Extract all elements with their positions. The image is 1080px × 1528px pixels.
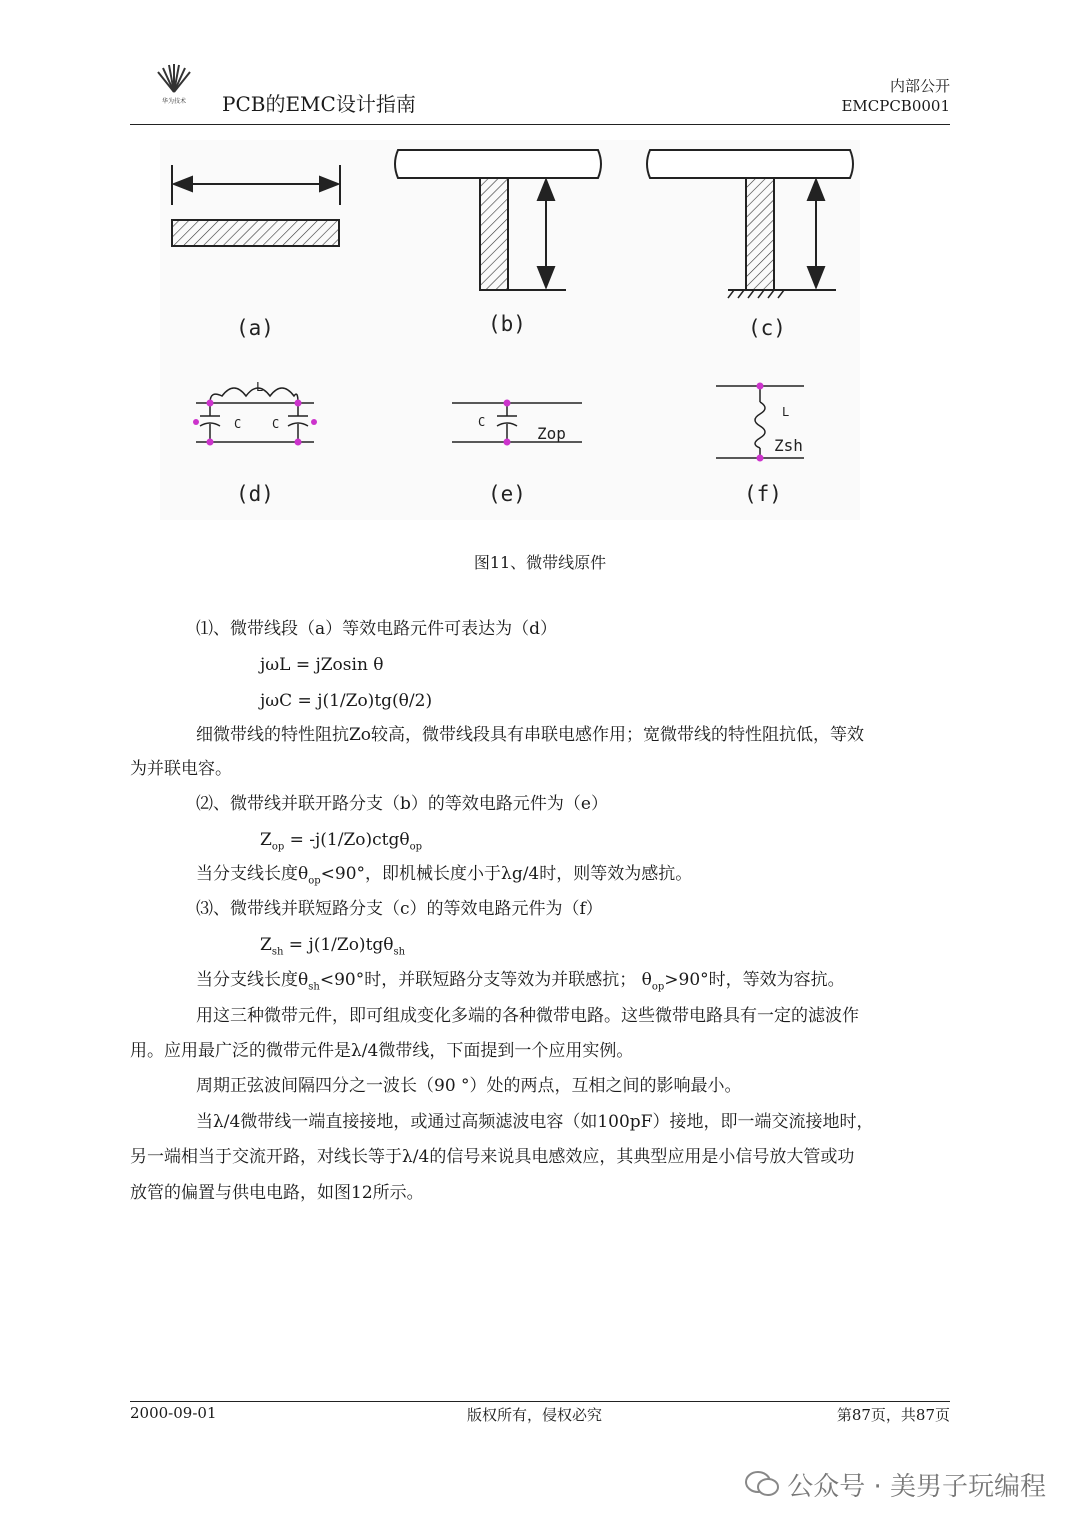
label-e-c: C (478, 415, 486, 429)
p4-a: 当分支线长度θ (196, 864, 309, 884)
equation-1: jωL = jZosin θ (260, 655, 384, 675)
p6-sub: sh (308, 981, 320, 993)
footer-copyright: 版权所有，侵权必究 (467, 1406, 603, 1424)
paragraph-3: ⑵、微带线并联开路分支（b）的等效电路元件为（e） (196, 794, 608, 814)
paragraph-7-line-1: 用这三种微带元件，即可组成变化多端的各种微带电路。这些微带电路具有一定的滤波作 (196, 1006, 859, 1026)
figure-label-b: (b) (488, 312, 526, 336)
figure-caption: 图11、微带线原件 (473, 553, 607, 572)
eq3-rest: = -j(1/Zo)ctgθ (284, 830, 410, 850)
eq4-rest: = j(1/Zo)tgθ (283, 935, 394, 955)
figure-label-f: (f) (744, 482, 782, 506)
label-d-c1: C (234, 417, 242, 431)
label-f-l: L (782, 405, 790, 419)
figure-label-d: (d) (236, 482, 274, 506)
document-title: PCB的EMC设计指南 (222, 92, 416, 116)
paragraph-2-line-1: 细微带线的特性阻抗Zo较高，微带线段具有串联电感作用；宽微带线的特性阻抗低，等效 (196, 725, 865, 745)
diagram-b (395, 150, 601, 290)
classification-label: 内部公开 (889, 77, 950, 95)
diagram-d (193, 388, 317, 446)
watermark-text: 公众号 · 美男子玩编程 (787, 1472, 1046, 1502)
label-f-zsh: Zsh (774, 436, 803, 455)
paragraph-9-line-3: 放管的偏置与供电电路，如图12所示。 (130, 1183, 424, 1203)
equation-2: jωC = j(1/Zo)tg(θ/2) (260, 691, 433, 711)
diagram-a (172, 165, 340, 246)
eq3-sub: op (271, 841, 285, 853)
wechat-icon (745, 1470, 779, 1505)
p6-c: >90°时，等效为容抗。 (664, 970, 845, 990)
label-e-zop: Zop (537, 424, 566, 443)
p6-sub2: op (651, 981, 665, 993)
figure-label-a: (a) (236, 316, 274, 340)
paragraph-1: ⑴、微带线段（a）等效电路元件可表达为（d） (196, 619, 558, 639)
p6-a: 当分支线长度θ (196, 970, 309, 990)
eq4-main: Z (260, 935, 272, 955)
paragraph-9-line-2: 另一端相当于交流开路，对线长等于λ/4的信号来说具电感效应，其典型应用是小信号放大管或功 (130, 1147, 855, 1167)
paragraph-2-line-2: 为并联电容。 (130, 759, 232, 779)
diagram-c (647, 150, 853, 298)
footer-date: 2000-09-01 (130, 1404, 217, 1422)
paragraph-7-line-2: 用。应用最广泛的微带元件是λ/4微带线，下面提到一个应用实例。 (130, 1041, 634, 1061)
eq4-sub: sh (271, 946, 284, 958)
eq4-sub2: sh (393, 946, 406, 958)
header-rule (130, 124, 950, 125)
label-d-c2: C (272, 417, 280, 431)
paragraph-8: 周期正弦波间隔四分之一波长（90 °）处的两点，互相之间的影响最小。 (196, 1076, 742, 1096)
p4-sub: op (308, 875, 321, 887)
paragraph-9-line-1: 当λ/4微带线一端直接接地，或通过高频滤波电容（如100pF）接地，即一端交流接地时， (196, 1112, 874, 1132)
label-d-l: L (256, 380, 264, 394)
header-meta (841, 76, 950, 116)
figure-label-e: (e) (488, 482, 526, 506)
paragraph-5: ⑶、微带线并联短路分支（c）的等效电路元件为（f） (196, 899, 603, 919)
figure-label-c: (c) (748, 316, 786, 340)
footer-rule (130, 1401, 950, 1402)
logo-text: 华为技术 (161, 98, 187, 105)
document-id: EMCPCB0001 (841, 97, 950, 115)
eq3-sub2: op (409, 841, 423, 853)
microstrip-figure (160, 140, 860, 520)
eq3-main: Z (260, 830, 272, 850)
footer-page-number: 第87页，共87页 (836, 1406, 950, 1424)
p6-b: <90°时，并联短路分支等效为并联感抗； θ (319, 970, 652, 990)
p4-b: <90°，即机械长度小于λg/4时，则等效为感抗。 (320, 864, 693, 884)
wechat-watermark (745, 1466, 1046, 1505)
company-logo (150, 62, 198, 106)
